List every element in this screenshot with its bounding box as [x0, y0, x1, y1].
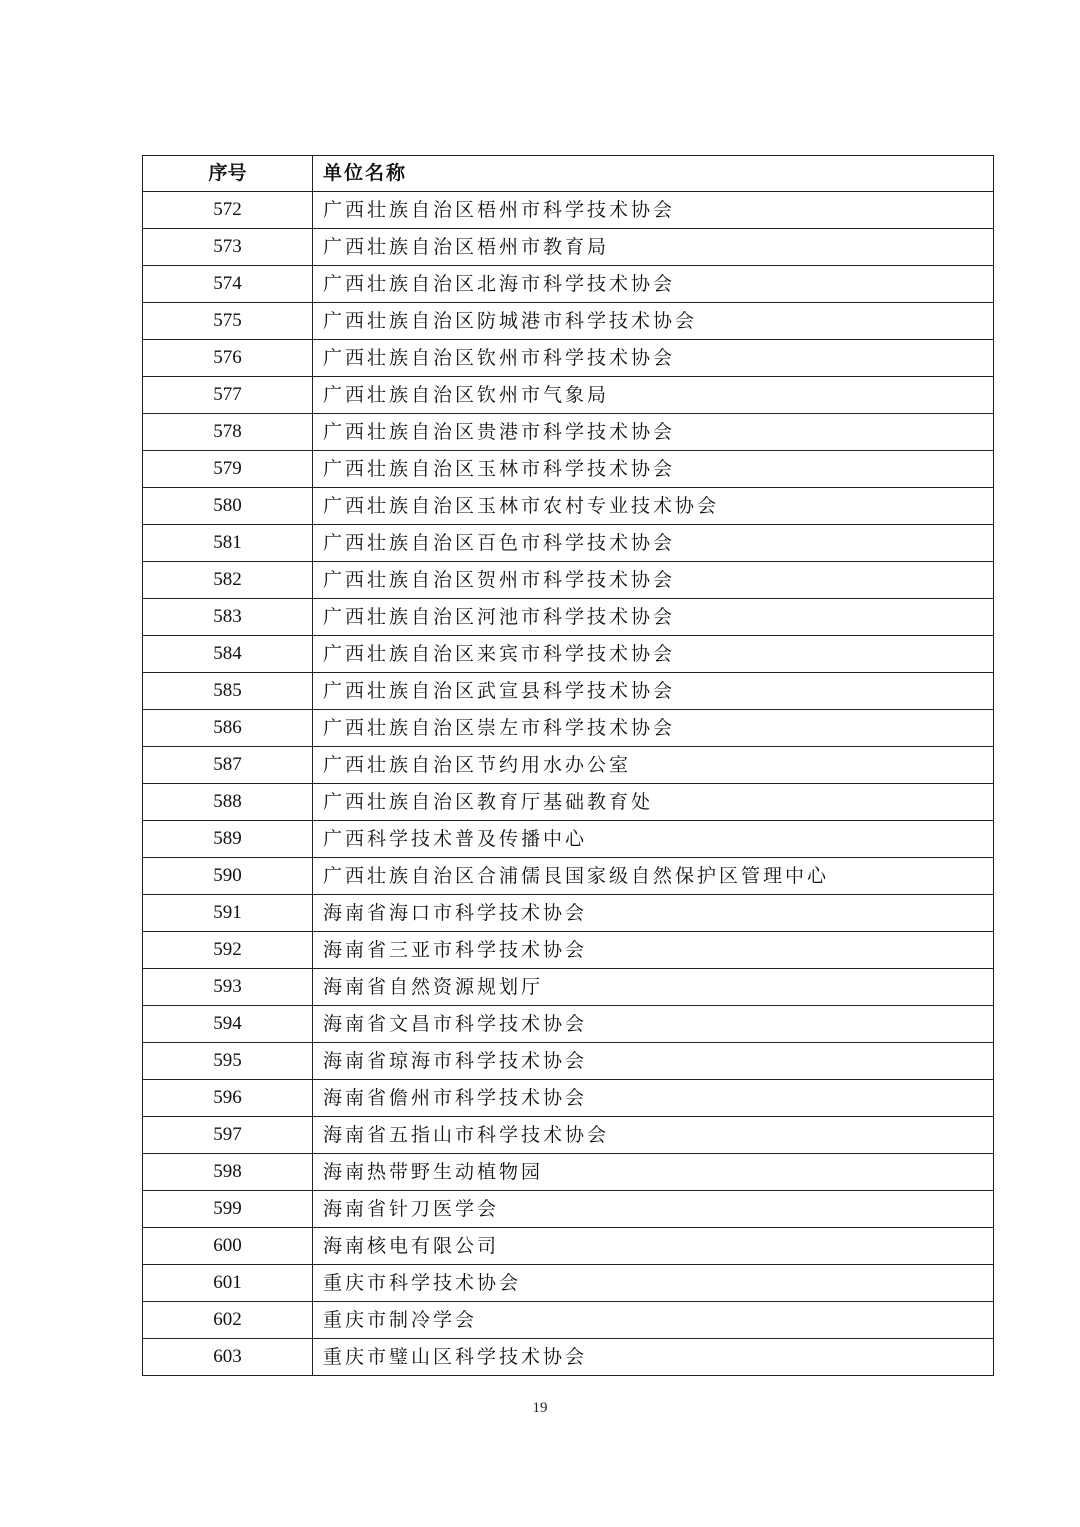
serial-number-cell: 598: [143, 1154, 313, 1191]
table-row: [143, 599, 994, 636]
serial-number-cell: 600: [143, 1228, 313, 1265]
serial-number-cell: 601: [143, 1265, 313, 1302]
table-row: [143, 895, 994, 932]
unit-name-cell: 海南热带野生动植物园: [313, 1154, 994, 1191]
serial-number-cell: 579: [143, 451, 313, 488]
serial-number-cell: 581: [143, 525, 313, 562]
table-row: [143, 858, 994, 895]
table-row: [143, 1265, 994, 1302]
table-row: [143, 636, 994, 673]
serial-number-cell: 603: [143, 1339, 313, 1376]
table-row: [143, 1191, 994, 1228]
unit-name-cell: 海南省五指山市科学技术协会: [313, 1117, 994, 1154]
table-row: [143, 1339, 994, 1376]
unit-name-cell: 海南核电有限公司: [313, 1228, 994, 1265]
header-unit-name: 单位名称: [313, 156, 994, 192]
table-row: [143, 1154, 994, 1191]
unit-name-cell: 广西壮族自治区玉林市农村专业技术协会: [313, 488, 994, 525]
table-row: [143, 340, 994, 377]
unit-name-cell: 海南省自然资源规划厅: [313, 969, 994, 1006]
table-row: [143, 747, 994, 784]
serial-number-cell: 597: [143, 1117, 313, 1154]
serial-number-cell: 589: [143, 821, 313, 858]
serial-number-cell: 572: [143, 192, 313, 229]
unit-name-cell: 广西壮族自治区教育厅基础教育处: [313, 784, 994, 821]
unit-name-cell: 广西壮族自治区百色市科学技术协会: [313, 525, 994, 562]
serial-number-cell: 593: [143, 969, 313, 1006]
serial-number-cell: 575: [143, 303, 313, 340]
serial-number-cell: 596: [143, 1080, 313, 1117]
table-row: [143, 192, 994, 229]
serial-number-cell: 590: [143, 858, 313, 895]
header-serial-number: 序号: [143, 156, 313, 192]
unit-name-cell: 广西壮族自治区贵港市科学技术协会: [313, 414, 994, 451]
table-row: [143, 414, 994, 451]
unit-name-cell: 海南省文昌市科学技术协会: [313, 1006, 994, 1043]
table-row: [143, 1080, 994, 1117]
serial-number-cell: 576: [143, 340, 313, 377]
unit-name-cell: 广西壮族自治区钦州市科学技术协会: [313, 340, 994, 377]
table-row: [143, 1117, 994, 1154]
unit-name-cell: 广西壮族自治区防城港市科学技术协会: [313, 303, 994, 340]
unit-list-table: [142, 155, 994, 1376]
unit-name-cell: 海南省针刀医学会: [313, 1191, 994, 1228]
unit-name-cell: 广西壮族自治区合浦儒艮国家级自然保护区管理中心: [313, 858, 994, 895]
table-row: [143, 710, 994, 747]
table-row: [143, 525, 994, 562]
table-row: [143, 488, 994, 525]
unit-name-cell: 广西壮族自治区河池市科学技术协会: [313, 599, 994, 636]
serial-number-cell: 586: [143, 710, 313, 747]
serial-number-cell: 591: [143, 895, 313, 932]
table-row: [143, 562, 994, 599]
unit-name-cell: 广西壮族自治区北海市科学技术协会: [313, 266, 994, 303]
serial-number-cell: 592: [143, 932, 313, 969]
table-row: [143, 1043, 994, 1080]
unit-name-cell: 海南省海口市科学技术协会: [313, 895, 994, 932]
serial-number-cell: 599: [143, 1191, 313, 1228]
serial-number-cell: 594: [143, 1006, 313, 1043]
table-row: [143, 303, 994, 340]
table-row: [143, 821, 994, 858]
table-row: [143, 784, 994, 821]
unit-name-cell: 广西壮族自治区崇左市科学技术协会: [313, 710, 994, 747]
serial-number-cell: 584: [143, 636, 313, 673]
unit-name-cell: 广西壮族自治区节约用水办公室: [313, 747, 994, 784]
serial-number-cell: 588: [143, 784, 313, 821]
serial-number-cell: 585: [143, 673, 313, 710]
serial-number-cell: 582: [143, 562, 313, 599]
table-row: [143, 969, 994, 1006]
serial-number-cell: 583: [143, 599, 313, 636]
serial-number-cell: 580: [143, 488, 313, 525]
unit-name-cell: 广西科学技术普及传播中心: [313, 821, 994, 858]
unit-name-cell: 广西壮族自治区梧州市科学技术协会: [313, 192, 994, 229]
table-row: [143, 1006, 994, 1043]
unit-name-cell: 海南省儋州市科学技术协会: [313, 1080, 994, 1117]
serial-number-cell: 573: [143, 229, 313, 266]
table-row: [143, 266, 994, 303]
serial-number-cell: 602: [143, 1302, 313, 1339]
serial-number-cell: 574: [143, 266, 313, 303]
unit-name-cell: 广西壮族自治区武宣县科学技术协会: [313, 673, 994, 710]
unit-name-cell: 广西壮族自治区玉林市科学技术协会: [313, 451, 994, 488]
unit-name-cell: 重庆市璧山区科学技术协会: [313, 1339, 994, 1376]
unit-name-cell: 广西壮族自治区钦州市气象局: [313, 377, 994, 414]
table-row: [143, 1228, 994, 1265]
serial-number-cell: 595: [143, 1043, 313, 1080]
unit-name-cell: 广西壮族自治区来宾市科学技术协会: [313, 636, 994, 673]
unit-name-cell: 重庆市制冷学会: [313, 1302, 994, 1339]
unit-name-cell: 海南省三亚市科学技术协会: [313, 932, 994, 969]
serial-number-cell: 577: [143, 377, 313, 414]
unit-name-cell: 广西壮族自治区贺州市科学技术协会: [313, 562, 994, 599]
table-row: [143, 451, 994, 488]
table-body: [143, 192, 994, 1376]
table-row: [143, 1302, 994, 1339]
table-row: [143, 673, 994, 710]
table-header-row: [143, 156, 994, 192]
serial-number-cell: 578: [143, 414, 313, 451]
unit-name-cell: 广西壮族自治区梧州市教育局: [313, 229, 994, 266]
table-row: [143, 932, 994, 969]
serial-number-cell: 587: [143, 747, 313, 784]
page-number: 19: [532, 1400, 548, 1416]
unit-name-cell: 重庆市科学技术协会: [313, 1265, 994, 1302]
table-row: [143, 377, 994, 414]
table-row: [143, 229, 994, 266]
unit-name-cell: 海南省琼海市科学技术协会: [313, 1043, 994, 1080]
